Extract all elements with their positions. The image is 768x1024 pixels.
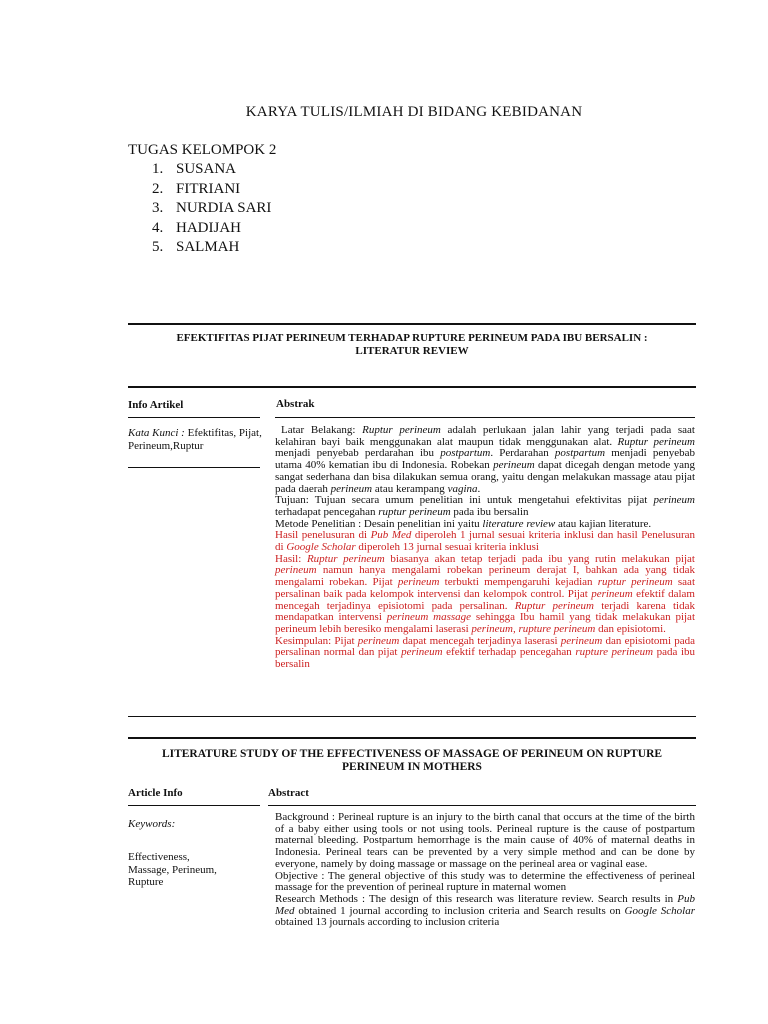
abstract-text-run: Tujuan: Tujuan secara umum penelitian ini untuk mengetahui efektivitas pijat (275, 494, 654, 507)
abstract-text-run: . Perdarahan (490, 447, 555, 460)
abstract-text-run: Ruptur perineum (306, 552, 385, 565)
abstract-text-run: dan episiotomi. (595, 622, 666, 635)
abstract-text-run: Hasil: (275, 552, 307, 565)
column-rule (128, 467, 260, 468)
member-item: 5. SALMAH (152, 239, 240, 255)
abstract-text-run: vagina (447, 482, 478, 495)
abstract-text-run: biasanya akan tetap terjadi pada ibu yang rutin melakukan pijat (384, 552, 695, 565)
section-divider (128, 716, 696, 717)
abstract-text-run: atau kerampang (372, 482, 448, 495)
abstract-text-run: Latar Belakang: (281, 424, 363, 436)
abstract-text-run: pada ibu bersalin (275, 646, 696, 671)
column-rule (128, 805, 260, 806)
abstract-text-run: terjadi karena tidak mendapatkan intervensi (275, 599, 695, 624)
keywords-id: Kata Kunci : Efektifitas, Pijat, Perineum,Ruptur (128, 427, 262, 452)
abstract-text-run: perineum (357, 634, 400, 647)
abstract-text-run: ruptur perineum (597, 576, 673, 589)
abstract-text-run: terbukti mempengaruhi kejadian (439, 576, 598, 589)
abstract-text-run: perineum (560, 634, 603, 647)
abstract-text-run: adalah perlukaan jalan lahir yang terjadi pada saat kelahiran bayi baik menggunakan alat maupun tidak menggunakan alat. (275, 424, 695, 448)
abstract-text-run: Google Scholar (624, 904, 695, 917)
abstract-text-run: perineum massage (386, 611, 472, 624)
abstract-text-run: perineum, rupture perineum (471, 622, 596, 635)
abstract-text-run: diperoleh 1 jurnal sesuai kriteria inklusi dan hasil Penelusuran di (275, 529, 695, 554)
abstract-text-en (275, 812, 695, 929)
abstract-text-run: perineum (401, 646, 443, 659)
abstract-text-run: perineum (591, 587, 633, 600)
abstract-text-run: Background : Perineal rupture is an injury to the birth canal that occurs at the time of the birth of a baby either using tools or not using tools. Perineal rupture is the cause of postpartum maternal bleeding. Postpartum hemorrhage is the main cause of 40% of maternal deaths in Indonesia. Perineal tears can be prevented by a very simple method and can be done by everyone, namely by doing massage or massage on the perineal area or vaginal ease. (275, 811, 695, 870)
abstract-text-run: Ruptur perineum (617, 435, 695, 448)
abstract-text-run: perineum (330, 482, 373, 495)
article-heading-en: LITERATURE STUDY OF THE EFFECTIVENESS OF MASSAGE OF PERINEUM ON RUPTURE PERINEUM IN MOTHERS (161, 748, 663, 773)
member-item: 2. FITRIANI (152, 180, 241, 197)
section-divider (128, 323, 696, 325)
abstract-text-run: atau kajian literature. (555, 517, 652, 530)
abstract-text-run: dapat dicegah dengan metode yang sangat sederhana dan bisa dilakukan semua orang, yaitu dengan melakukan massage atau pijat pada daerah (275, 459, 695, 495)
member-list (152, 160, 271, 258)
column-rule (275, 417, 695, 418)
section-divider (128, 386, 696, 388)
abstract-text-run: Research Methods : The design of this research was literature review. Search results in (275, 892, 678, 905)
abstract-text-run: perineum (275, 564, 317, 577)
abstract-text-run: Metode Penelitian : Desain penelitian ini yaitu (275, 517, 483, 530)
abstract-text-run: Kesimpulan: Pijat (275, 634, 358, 647)
abstract-text-run: Objective : The general objective of this study was to determine the effectiveness of perineal massage for the prevention of perineal rupture in maternal women (275, 869, 695, 894)
abstract-text-run: Pub Med (370, 529, 412, 542)
abstract-text-run: perineum (653, 494, 695, 507)
abstract-text-run: diperoleh 13 jurnal sesuai kriteria inklusi (355, 541, 539, 554)
abstract-text-run: Ruptur perineum (514, 599, 594, 612)
abstract-paragraph (275, 530, 695, 553)
abstract-text-run: namun hanya mengalami robekan perineum derajat I, bahkan ada yang tidak mengalami robekan. Pijat (275, 564, 695, 589)
abstract-text-run: postpartum (554, 447, 606, 460)
abstract-paragraph (275, 495, 695, 518)
abstract-text-run: Hasil penelusuran di (275, 529, 371, 542)
abstract-text-run: terhadapat pencegahan (275, 505, 379, 518)
abstract-paragraph (275, 812, 695, 871)
abstrak-label: Abstrak (276, 398, 315, 410)
abstract-paragraph (275, 871, 695, 894)
abstract-paragraph (275, 425, 695, 495)
column-rule (128, 417, 260, 418)
column-rule (268, 805, 696, 806)
abstract-text-run: obtained 1 journal according to inclusion criteria and Search results on (294, 904, 625, 917)
abstract-text-run: literature review (482, 517, 556, 530)
abstract-text-run: menjadi penyebab utama 40% kematian ibu di Indonesia. Robekan (275, 447, 695, 472)
abstract-text-run: Google Scholar (286, 541, 356, 554)
article-info-label: Article Info (128, 787, 183, 799)
abstract-text-run: efektif dalam mencegah terjadinya episiotomi pada persalinan. (275, 587, 695, 612)
abstract-text-run: . (477, 482, 481, 495)
keywords-label-en: Keywords: (128, 818, 176, 830)
abstract-text-id (275, 425, 695, 671)
document-title: KARYA TULIS/ILMIAH DI BIDANG KEBIDANAN (245, 104, 583, 120)
member-item: 4. HADIJAH (152, 219, 241, 236)
abstract-label: Abstract (268, 787, 309, 799)
member-item: 1. SUSANA (152, 161, 237, 177)
abstract-text-run: rupture perineum (575, 646, 654, 659)
keywords-en: Effectiveness, Massage, Perineum, Rupture (128, 851, 217, 888)
abstract-text-run: Ruptur perineum (362, 424, 441, 436)
abstract-text-run: saat persalinan baik pada kelompok intervensi dan kelompok control. Pijat (275, 576, 695, 600)
abstract-paragraph (275, 894, 695, 929)
abstract-text-run: postpartum (440, 447, 491, 460)
article-heading-id: EFEKTIFITAS PIJAT PERINEUM TERHADAP RUPTURE PERINEUM PADA IBU BERSALIN : LITERATUR REVIEW (176, 332, 648, 357)
abstract-paragraph (275, 636, 695, 671)
section-divider (128, 737, 696, 739)
info-artikel-label: Info Artikel (128, 399, 184, 411)
abstract-text-run: obtained 13 journals according to inclusion criteria (275, 916, 500, 929)
abstract-paragraph (275, 554, 695, 636)
abstract-text-run: dapat mencegah terjadinya laserasi (399, 634, 561, 647)
abstract-text-run: efektif terhadap pencegahan (442, 646, 576, 659)
abstract-text-run: sehingga Ibu hamil yang tidak melakukan pijat perineum lebih beresiko mengalami laserasi (275, 611, 695, 635)
abstract-text-run: perineum (397, 576, 440, 589)
abstract-text-run: dan episiotomi pada persalinan normal dan pijat (275, 634, 696, 659)
abstract-text-run: Pub Med (275, 892, 695, 917)
group-title: TUGAS KELOMPOK 2 (128, 142, 277, 158)
abstract-text-run: perineum (493, 459, 535, 472)
abstract-text-run: ruptur perineum (378, 505, 451, 518)
member-item: 3. NURDIA SARI (152, 200, 272, 216)
abstract-text-run: menjadi penyebab perdarahan ibu (275, 447, 441, 460)
abstract-text-run: pada ibu bersalin (450, 505, 529, 518)
